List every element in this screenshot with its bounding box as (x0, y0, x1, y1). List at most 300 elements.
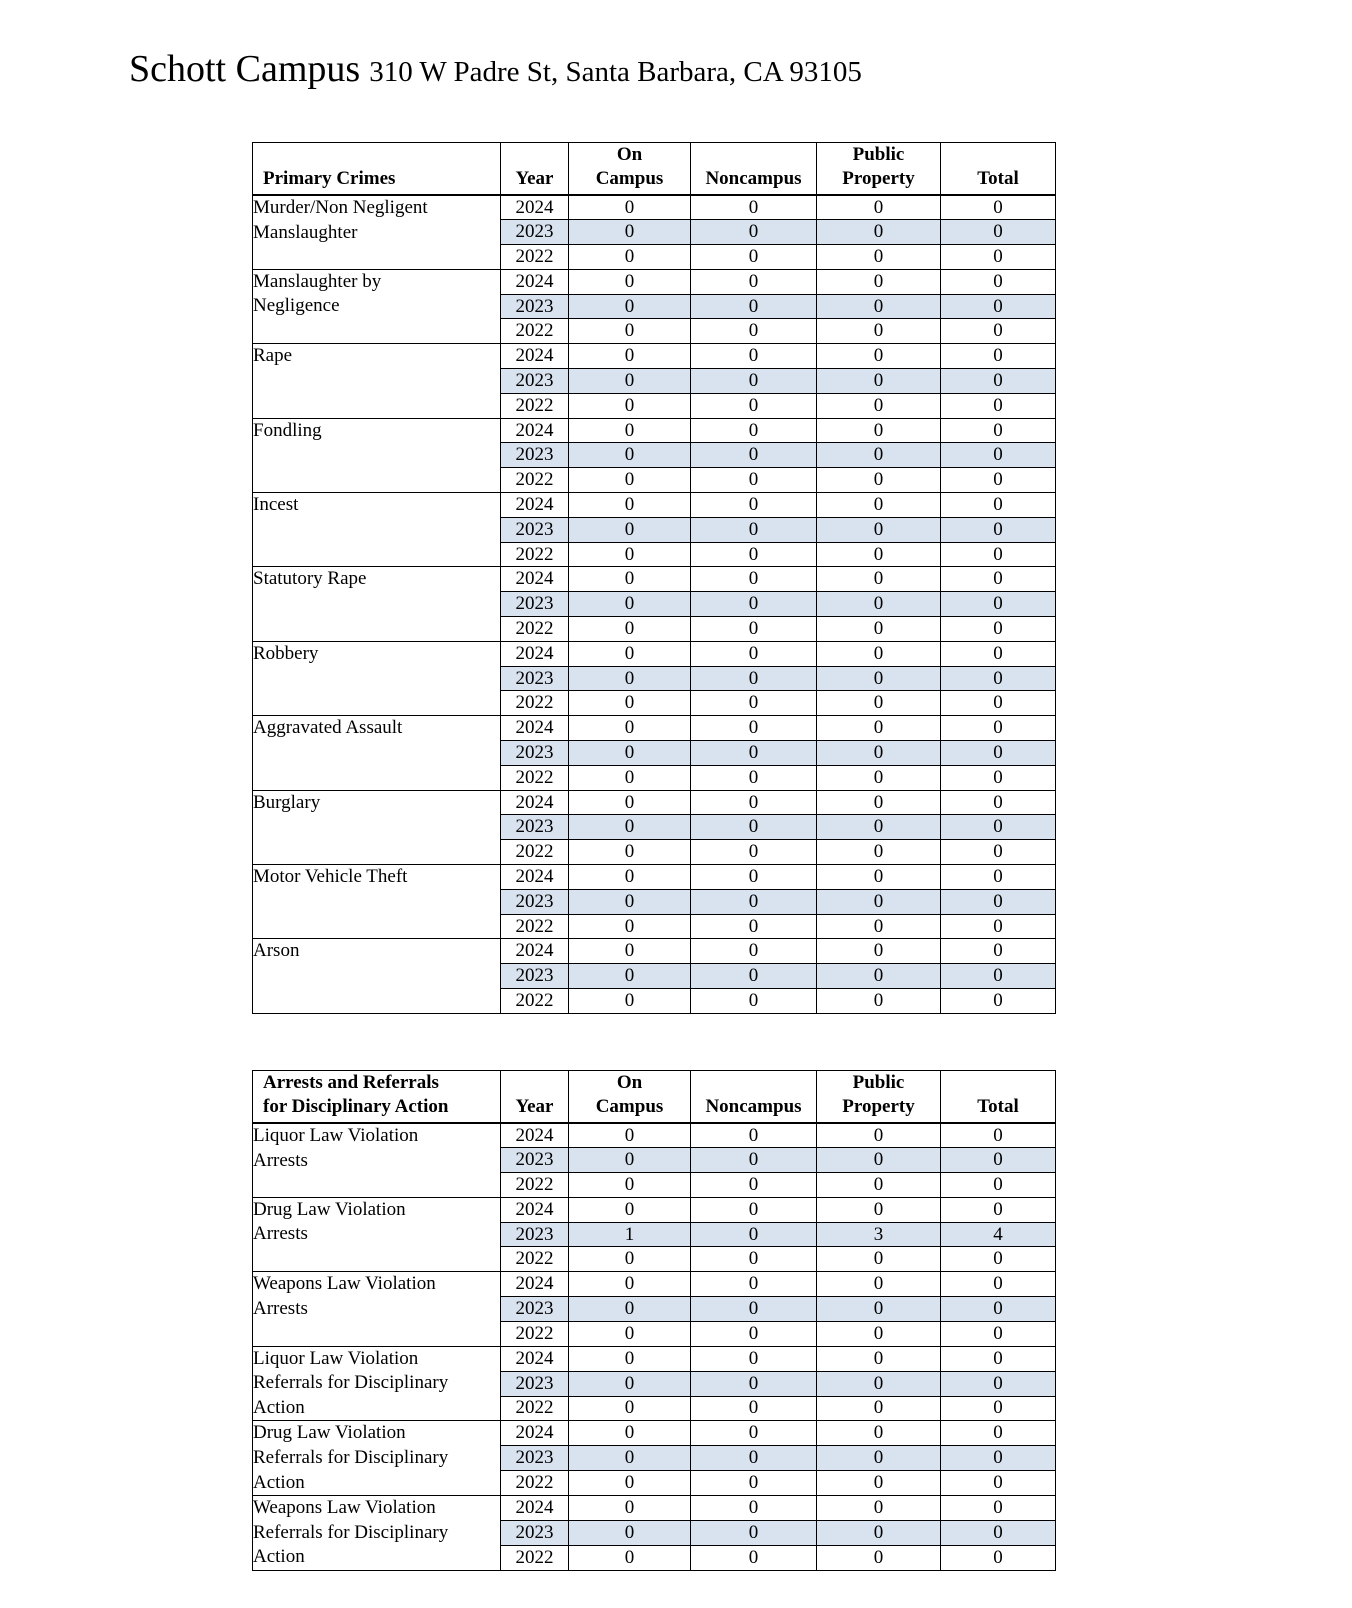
value-cell: 0 (817, 1521, 941, 1546)
value-cell: 0 (817, 1396, 941, 1421)
value-cell: 0 (941, 517, 1056, 542)
value-cell: 0 (569, 567, 691, 592)
value-cell: 0 (569, 195, 691, 220)
value-cell: 0 (691, 294, 817, 319)
value-cell: 0 (691, 939, 817, 964)
year-cell: 2023 (501, 294, 569, 319)
value-cell: 0 (569, 1496, 691, 1521)
column-header: Primary Crimes (253, 143, 501, 196)
year-cell: 2024 (501, 269, 569, 294)
value-cell: 0 (817, 542, 941, 567)
value-cell: 0 (817, 344, 941, 369)
value-cell: 0 (569, 840, 691, 865)
year-cell: 2022 (501, 1471, 569, 1496)
value-cell: 0 (569, 865, 691, 890)
value-cell: 0 (569, 1521, 691, 1546)
value-cell: 0 (691, 1148, 817, 1173)
value-cell: 0 (941, 1272, 1056, 1297)
value-cell: 0 (691, 1247, 817, 1272)
category-cell: Weapons Law Violation Referrals for Disciplinary Action (253, 1496, 501, 1571)
year-cell: 2023 (501, 1521, 569, 1546)
value-cell: 0 (691, 765, 817, 790)
category-cell: Rape (253, 344, 501, 418)
value-cell: 0 (569, 641, 691, 666)
value-cell: 0 (941, 1446, 1056, 1471)
value-cell: 0 (941, 1123, 1056, 1148)
value-cell: 0 (569, 1371, 691, 1396)
header-row (253, 1071, 1056, 1124)
value-cell: 0 (817, 443, 941, 468)
value-cell: 0 (691, 319, 817, 344)
value-cell: 0 (941, 195, 1056, 220)
value-cell: 0 (817, 889, 941, 914)
value-cell: 0 (941, 1247, 1056, 1272)
value-cell: 0 (569, 790, 691, 815)
value-cell: 0 (569, 964, 691, 989)
value-cell: 0 (817, 865, 941, 890)
value-cell: 0 (941, 1371, 1056, 1396)
value-cell: 0 (569, 344, 691, 369)
value-cell: 0 (691, 1471, 817, 1496)
value-cell: 0 (691, 468, 817, 493)
year-cell: 2024 (501, 1197, 569, 1222)
category-cell: Drug Law Violation Referrals for Disciplinary Action (253, 1421, 501, 1496)
year-cell: 2022 (501, 468, 569, 493)
value-cell: 0 (691, 1272, 817, 1297)
value-cell: 0 (941, 369, 1056, 394)
column-header: Year (501, 1071, 569, 1124)
arrests-referrals-table (252, 1070, 1056, 1571)
page-title (129, 48, 862, 93)
value-cell: 0 (569, 245, 691, 270)
value-cell: 0 (691, 567, 817, 592)
year-cell: 2023 (501, 1297, 569, 1322)
value-cell: 0 (691, 964, 817, 989)
category-cell: Robbery (253, 641, 501, 715)
year-cell: 2022 (501, 542, 569, 567)
year-cell: 2024 (501, 493, 569, 518)
value-cell: 0 (691, 790, 817, 815)
value-cell: 0 (817, 1496, 941, 1521)
year-cell: 2024 (501, 641, 569, 666)
value-cell: 0 (569, 617, 691, 642)
value-cell: 0 (941, 840, 1056, 865)
column-header: Year (501, 143, 569, 196)
year-cell: 2022 (501, 245, 569, 270)
category-cell: Drug Law Violation Arrests (253, 1197, 501, 1271)
value-cell: 0 (569, 220, 691, 245)
value-cell: 0 (691, 741, 817, 766)
value-cell: 0 (569, 815, 691, 840)
table-row (253, 1123, 1056, 1148)
value-cell: 0 (941, 1197, 1056, 1222)
value-cell: 0 (817, 1421, 941, 1446)
column-header: Noncampus (691, 1071, 817, 1124)
value-cell: 0 (691, 1173, 817, 1198)
value-cell: 0 (569, 393, 691, 418)
column-header: Noncampus (691, 143, 817, 196)
year-cell: 2022 (501, 1321, 569, 1346)
value-cell: 0 (817, 964, 941, 989)
value-cell: 0 (691, 1297, 817, 1322)
year-cell: 2022 (501, 393, 569, 418)
value-cell: 0 (569, 1321, 691, 1346)
year-cell: 2024 (501, 790, 569, 815)
value-cell: 0 (817, 195, 941, 220)
value-cell: 0 (569, 369, 691, 394)
year-cell: 2023 (501, 517, 569, 542)
value-cell: 0 (569, 1546, 691, 1571)
value-cell: 0 (817, 641, 941, 666)
year-cell: 2023 (501, 1446, 569, 1471)
year-cell: 2022 (501, 319, 569, 344)
value-cell: 0 (941, 269, 1056, 294)
year-cell: 2023 (501, 369, 569, 394)
value-cell: 0 (569, 269, 691, 294)
year-cell: 2023 (501, 889, 569, 914)
year-cell: 2022 (501, 1173, 569, 1198)
arrests-referrals-section (252, 1070, 1056, 1571)
value-cell: 0 (817, 369, 941, 394)
year-cell: 2022 (501, 1247, 569, 1272)
value-cell: 0 (569, 1247, 691, 1272)
value-cell: 0 (569, 468, 691, 493)
value-cell: 0 (941, 1546, 1056, 1571)
column-header: Arrests and Referrals for Disciplinary Action (253, 1071, 501, 1124)
value-cell: 0 (941, 1421, 1056, 1446)
year-cell: 2023 (501, 964, 569, 989)
year-cell: 2024 (501, 1123, 569, 1148)
value-cell: 0 (817, 493, 941, 518)
primary-crimes-table (252, 142, 1056, 1014)
value-cell: 0 (941, 765, 1056, 790)
value-cell: 0 (691, 369, 817, 394)
year-cell: 2022 (501, 914, 569, 939)
value-cell: 0 (817, 617, 941, 642)
value-cell: 0 (691, 1321, 817, 1346)
value-cell: 4 (941, 1222, 1056, 1247)
category-cell: Manslaughter by Negligence (253, 269, 501, 343)
year-cell: 2023 (501, 220, 569, 245)
value-cell: 0 (941, 1496, 1056, 1521)
year-cell: 2022 (501, 840, 569, 865)
column-header: On Campus (569, 1071, 691, 1124)
value-cell: 0 (817, 1173, 941, 1198)
value-cell: 0 (941, 1471, 1056, 1496)
value-cell: 0 (941, 666, 1056, 691)
value-cell: 0 (691, 716, 817, 741)
value-cell: 0 (941, 468, 1056, 493)
value-cell: 0 (691, 269, 817, 294)
value-cell: 0 (817, 939, 941, 964)
table-row (253, 939, 1056, 964)
value-cell: 0 (817, 245, 941, 270)
table-row (253, 269, 1056, 294)
category-cell: Murder/Non Negligent Manslaughter (253, 195, 501, 269)
value-cell: 0 (941, 319, 1056, 344)
value-cell: 0 (941, 418, 1056, 443)
year-cell: 2024 (501, 1272, 569, 1297)
value-cell: 0 (569, 1396, 691, 1421)
value-cell: 0 (817, 716, 941, 741)
category-cell: Aggravated Assault (253, 716, 501, 790)
category-cell: Burglary (253, 790, 501, 864)
year-cell: 2022 (501, 691, 569, 716)
value-cell: 0 (569, 1446, 691, 1471)
year-cell: 2023 (501, 443, 569, 468)
value-cell: 0 (941, 1173, 1056, 1198)
value-cell: 0 (941, 1396, 1056, 1421)
value-cell: 0 (941, 964, 1056, 989)
value-cell: 0 (691, 989, 817, 1014)
value-cell: 0 (817, 1297, 941, 1322)
year-cell: 2024 (501, 1496, 569, 1521)
value-cell: 3 (817, 1222, 941, 1247)
campus-name: Schott Campus (129, 48, 361, 90)
value-cell: 0 (817, 1446, 941, 1471)
table-row (253, 790, 1056, 815)
value-cell: 0 (817, 840, 941, 865)
value-cell: 0 (569, 592, 691, 617)
value-cell: 0 (941, 493, 1056, 518)
value-cell: 0 (817, 1123, 941, 1148)
table-row (253, 1272, 1056, 1297)
value-cell: 0 (817, 1371, 941, 1396)
value-cell: 0 (569, 741, 691, 766)
value-cell: 0 (691, 914, 817, 939)
value-cell: 0 (569, 319, 691, 344)
column-header: Total (941, 143, 1056, 196)
value-cell: 0 (941, 1321, 1056, 1346)
year-cell: 2023 (501, 741, 569, 766)
value-cell: 0 (569, 1346, 691, 1371)
value-cell: 0 (569, 765, 691, 790)
value-cell: 0 (691, 1496, 817, 1521)
value-cell: 0 (941, 1148, 1056, 1173)
value-cell: 0 (569, 493, 691, 518)
value-cell: 0 (817, 790, 941, 815)
value-cell: 0 (817, 592, 941, 617)
year-cell: 2023 (501, 1148, 569, 1173)
value-cell: 0 (691, 493, 817, 518)
value-cell: 0 (691, 815, 817, 840)
value-cell: 0 (569, 418, 691, 443)
category-cell: Liquor Law Violation Arrests (253, 1123, 501, 1197)
value-cell: 0 (569, 939, 691, 964)
year-cell: 2022 (501, 617, 569, 642)
value-cell: 0 (691, 1346, 817, 1371)
table-row (253, 1421, 1056, 1446)
year-cell: 2022 (501, 989, 569, 1014)
primary-crimes-section (252, 142, 1056, 1014)
value-cell: 0 (691, 617, 817, 642)
value-cell: 0 (817, 220, 941, 245)
value-cell: 0 (941, 741, 1056, 766)
table-row (253, 1346, 1056, 1371)
value-cell: 0 (941, 294, 1056, 319)
value-cell: 0 (569, 294, 691, 319)
value-cell: 0 (569, 691, 691, 716)
value-cell: 0 (817, 815, 941, 840)
value-cell: 0 (817, 1272, 941, 1297)
value-cell: 0 (941, 865, 1056, 890)
year-cell: 2022 (501, 765, 569, 790)
value-cell: 0 (941, 691, 1056, 716)
value-cell: 0 (817, 1148, 941, 1173)
value-cell: 0 (817, 1471, 941, 1496)
value-cell: 0 (691, 1446, 817, 1471)
value-cell: 0 (569, 1173, 691, 1198)
value-cell: 0 (817, 1247, 941, 1272)
value-cell: 0 (817, 269, 941, 294)
value-cell: 0 (569, 1297, 691, 1322)
year-cell: 2024 (501, 195, 569, 220)
value-cell: 0 (941, 939, 1056, 964)
value-cell: 0 (817, 666, 941, 691)
value-cell: 0 (569, 989, 691, 1014)
table-row (253, 641, 1056, 666)
value-cell: 0 (941, 1346, 1056, 1371)
value-cell: 0 (817, 914, 941, 939)
value-cell: 0 (941, 1521, 1056, 1546)
value-cell: 0 (691, 1371, 817, 1396)
value-cell: 0 (941, 542, 1056, 567)
column-header: Total (941, 1071, 1056, 1124)
column-header: Public Property (817, 1071, 941, 1124)
category-cell: Fondling (253, 418, 501, 492)
value-cell: 0 (569, 517, 691, 542)
value-cell: 0 (941, 716, 1056, 741)
category-cell: Arson (253, 939, 501, 1013)
value-cell: 0 (691, 889, 817, 914)
value-cell: 0 (941, 393, 1056, 418)
table-row (253, 195, 1056, 220)
value-cell: 0 (817, 989, 941, 1014)
value-cell: 0 (817, 418, 941, 443)
table-row (253, 1496, 1056, 1521)
value-cell: 0 (691, 1123, 817, 1148)
value-cell: 0 (817, 468, 941, 493)
value-cell: 0 (941, 989, 1056, 1014)
year-cell: 2024 (501, 716, 569, 741)
year-cell: 2024 (501, 1421, 569, 1446)
year-cell: 2023 (501, 1222, 569, 1247)
category-cell: Motor Vehicle Theft (253, 865, 501, 939)
year-cell: 2024 (501, 1346, 569, 1371)
value-cell: 0 (817, 1346, 941, 1371)
value-cell: 0 (941, 567, 1056, 592)
value-cell: 0 (691, 393, 817, 418)
value-cell: 0 (691, 1197, 817, 1222)
value-cell: 0 (941, 220, 1056, 245)
year-cell: 2023 (501, 666, 569, 691)
category-cell: Weapons Law Violation Arrests (253, 1272, 501, 1346)
value-cell: 0 (569, 1197, 691, 1222)
year-cell: 2024 (501, 939, 569, 964)
value-cell: 0 (569, 542, 691, 567)
value-cell: 0 (817, 765, 941, 790)
header-row (253, 143, 1056, 196)
value-cell: 0 (817, 1197, 941, 1222)
value-cell: 0 (569, 666, 691, 691)
year-cell: 2022 (501, 1396, 569, 1421)
value-cell: 0 (691, 245, 817, 270)
value-cell: 0 (569, 1148, 691, 1173)
value-cell: 0 (817, 393, 941, 418)
year-cell: 2023 (501, 1371, 569, 1396)
year-cell: 2024 (501, 865, 569, 890)
value-cell: 0 (817, 517, 941, 542)
value-cell: 0 (941, 815, 1056, 840)
value-cell: 0 (569, 1123, 691, 1148)
value-cell: 0 (569, 914, 691, 939)
category-cell: Liquor Law Violation Referrals for Disciplinary Action (253, 1346, 501, 1421)
value-cell: 0 (941, 641, 1056, 666)
value-cell: 0 (691, 220, 817, 245)
value-cell: 0 (941, 914, 1056, 939)
value-cell: 0 (569, 889, 691, 914)
table-row (253, 716, 1056, 741)
value-cell: 0 (691, 1396, 817, 1421)
value-cell: 0 (691, 840, 817, 865)
value-cell: 0 (817, 691, 941, 716)
value-cell: 0 (941, 344, 1056, 369)
table-row (253, 865, 1056, 890)
value-cell: 0 (691, 1546, 817, 1571)
value-cell: 0 (817, 1546, 941, 1571)
value-cell: 0 (691, 344, 817, 369)
value-cell: 0 (691, 691, 817, 716)
year-cell: 2024 (501, 418, 569, 443)
year-cell: 2023 (501, 592, 569, 617)
value-cell: 0 (941, 443, 1056, 468)
value-cell: 0 (817, 567, 941, 592)
value-cell: 0 (691, 641, 817, 666)
value-cell: 0 (691, 418, 817, 443)
value-cell: 0 (691, 666, 817, 691)
value-cell: 0 (941, 592, 1056, 617)
category-cell: Incest (253, 493, 501, 567)
column-header: Public Property (817, 143, 941, 196)
table-row (253, 418, 1056, 443)
value-cell: 0 (691, 1521, 817, 1546)
value-cell: 0 (817, 319, 941, 344)
column-header: On Campus (569, 143, 691, 196)
value-cell: 0 (691, 443, 817, 468)
value-cell: 0 (691, 195, 817, 220)
value-cell: 0 (569, 443, 691, 468)
table-row (253, 493, 1056, 518)
value-cell: 0 (691, 1222, 817, 1247)
category-cell: Statutory Rape (253, 567, 501, 641)
year-cell: 2022 (501, 1546, 569, 1571)
value-cell: 0 (817, 741, 941, 766)
value-cell: 0 (691, 865, 817, 890)
value-cell: 0 (941, 889, 1056, 914)
value-cell: 0 (817, 1321, 941, 1346)
value-cell: 0 (569, 1272, 691, 1297)
value-cell: 0 (691, 592, 817, 617)
table-row (253, 344, 1056, 369)
year-cell: 2024 (501, 567, 569, 592)
year-cell: 2023 (501, 815, 569, 840)
value-cell: 0 (569, 716, 691, 741)
value-cell: 0 (569, 1421, 691, 1446)
year-cell: 2024 (501, 344, 569, 369)
value-cell: 1 (569, 1222, 691, 1247)
campus-address: 310 W Padre St, Santa Barbara, CA 93105 (369, 56, 862, 88)
table-row (253, 1197, 1056, 1222)
